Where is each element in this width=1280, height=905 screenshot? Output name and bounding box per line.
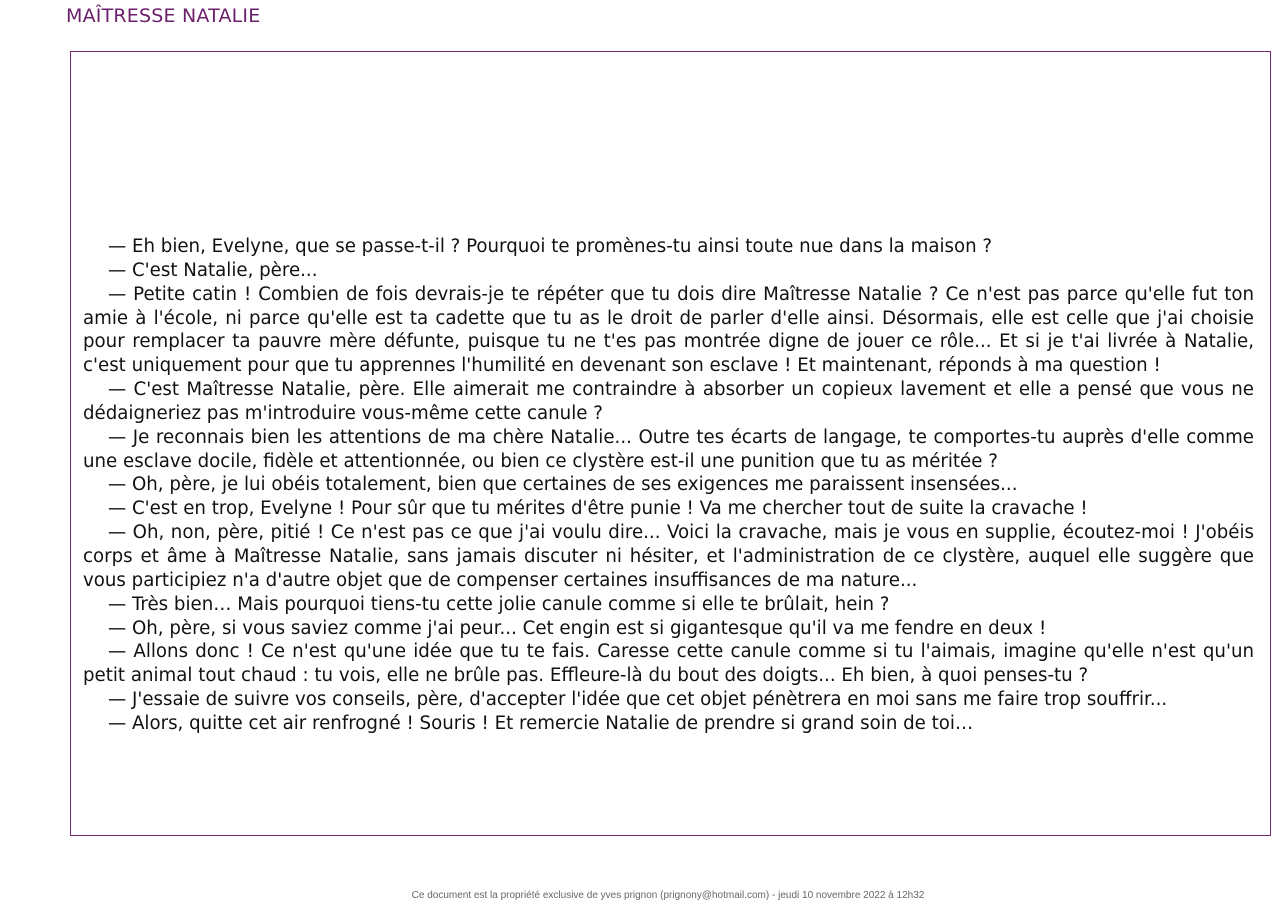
paragraph-2: — C'est Natalie, père... [108, 259, 318, 281]
paragraph-6: — Oh, père, je lui obéis totalement, bien que certaines de ses exigences me paraissent insensées... [108, 474, 1018, 496]
paragraph-10: — Oh, père, si vous saviez comme j'ai peur... Cet engin est si gigantesque qu'il va me fendre en deux ! [108, 617, 1047, 639]
paragraph-4: — C'est Maîtresse Natalie, père. Elle aimerait me contraindre à absorber un copieux lavement et elle a pensé que vous ne dédaigneriez pas m'introduire vous-même cette canule ? [83, 379, 1254, 424]
ownership-notice: Ce document est la propriété exclusive de yves prignon (prignony@hotmail.com) - jeudi 10 novembre 2022 à 12h32 [411, 890, 925, 901]
paragraph-9: — Très bien… Mais pourquoi tiens-tu cette jolie canule comme si elle te brûlait, hein ? [108, 593, 890, 615]
paragraph-5: — Je reconnais bien les attentions de ma chère Natalie... Outre tes écarts de langage, te comportes-tu auprès d'elle comme une esclave docile, fidèle et attentionnée, ou bien ce clystère est-il une punition que tu as méritée ? [83, 426, 1254, 472]
dialogue-text [83, 235, 1254, 736]
paragraph-8: — Oh, non, père, pitié ! Ce n'est pas ce que j'ai voulu dire... Voici la cravache, mais je vous en supplie, écoutez-moi ! J'obéis corps et âme à Maîtresse Natalie, sans jamais discuter ni hésiter, et l'administration de ce clystère, auquel elle suggère que vous participiez n'a d'autre objet que de compenser certaines insuffisances de ma nature... [83, 522, 1254, 591]
paragraph-1: — Eh bien, Evelyne, que se passe-t-il ? Pourquoi te promènes-tu ainsi toute nue dans la maison ? [108, 236, 993, 257]
page-title: MAÎTRESSE NATALIE [66, 5, 261, 27]
paragraph-11: — Allons donc ! Ce n'est qu'une idée que tu te fais. Caresse cette canule comme si tu l'aimais, imagine qu'elle n'est qu'un petit animal tout chaud : tu vois, elle ne brûle pas. Effleure-là du bout des doigts... Eh bien, à quoi penses-tu ? [83, 641, 1254, 687]
paragraph-12: — J'essaie de suivre vos conseils, père, d'accepter l'idée que cet objet pénètrera en moi sans me faire trop souffrir... [108, 689, 1168, 711]
paragraph-13: — Alors, quitte cet air renfrogné ! Souris ! Et remercie Natalie de prendre si grand soin de toi… [108, 712, 974, 734]
paragraph-3: — Petite catin ! Combien de fois devrais-je te répéter que tu dois dire Maîtresse Natalie ? Ce n'est pas parce qu'elle fut ton amie à l'école, ni parce qu'elle est ta cadette que tu as le droit de parler d'elle ainsi. Désormais, elle est celle que j'ai choisie pour remplacer ta pauvre mère défunte, puisque tu ne t'es pas montrée digne de jouer ce rôle... Et si je t'ai livrée à Natalie, c'est uniquement pour que tu apprennes l'humilité en devenant son esclave ! Et maintenant, réponds à ma question ! [83, 283, 1254, 377]
paragraph-7: — C'est en trop, Evelyne ! Pour sûr que tu mérites d'être punie ! Va me chercher tout de suite la cravache ! [108, 498, 1088, 520]
